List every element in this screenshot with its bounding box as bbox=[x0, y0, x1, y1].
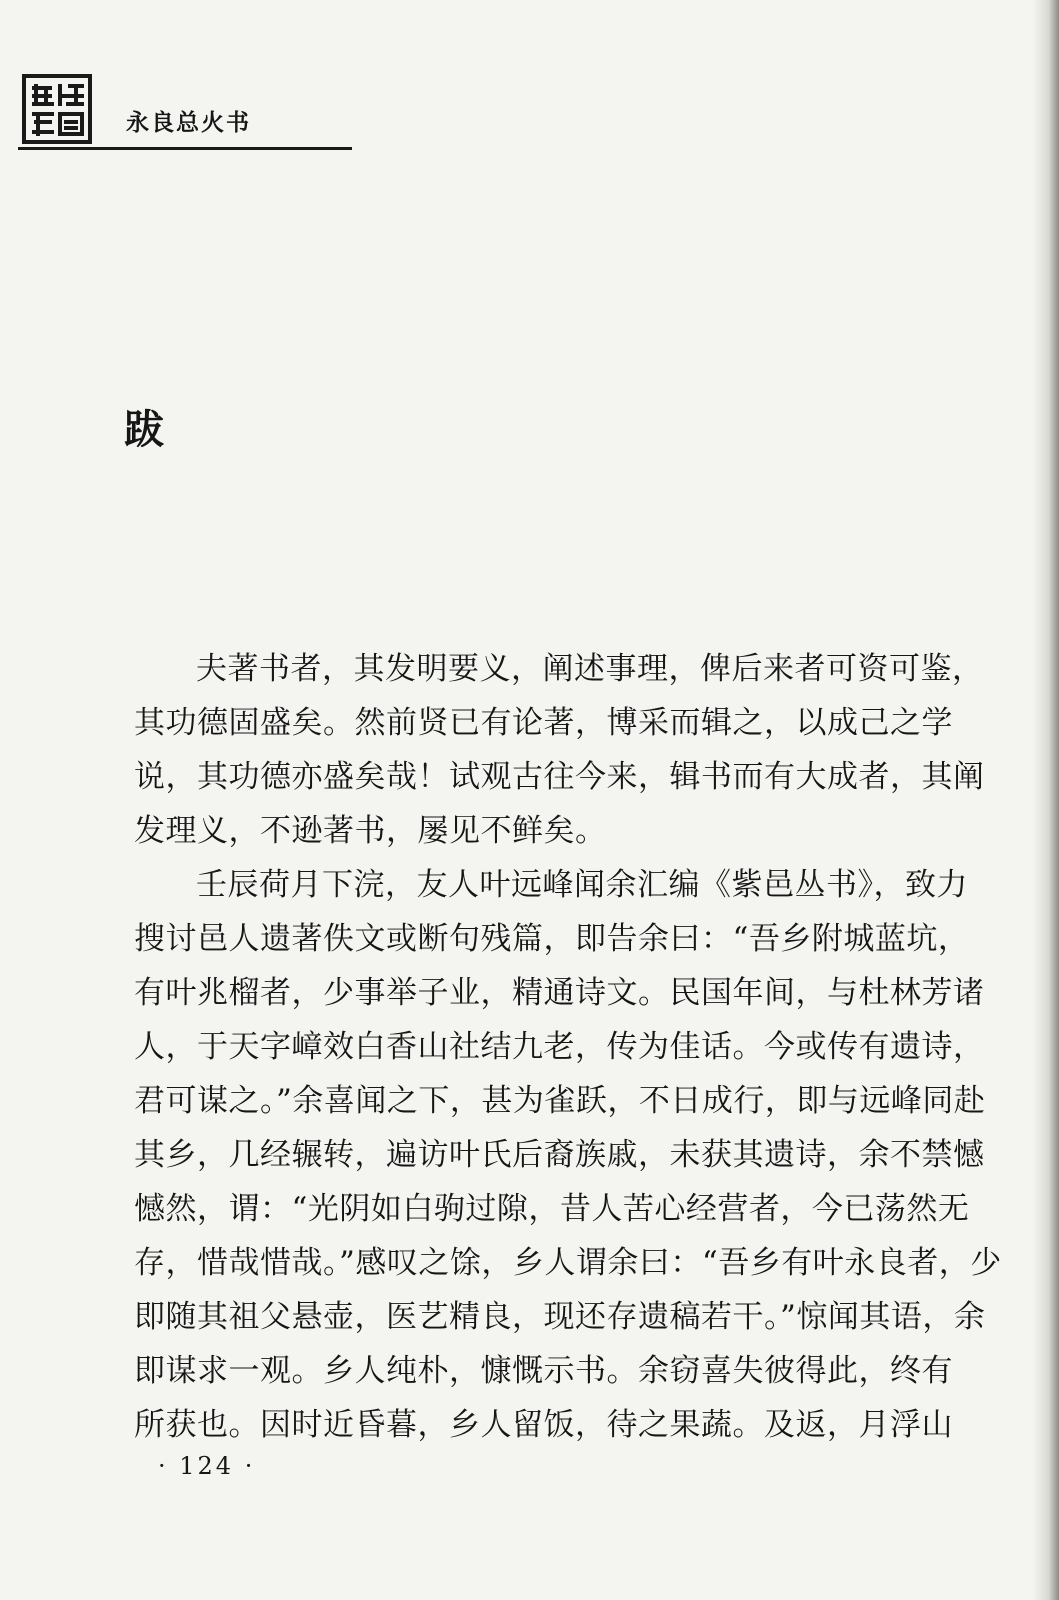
paragraph-line: 搜讨邑人遗著佚文或断句残篇，即告余曰：“吾乡附城蓝坑， bbox=[134, 921, 970, 957]
paragraph-line: 人，于天字嶂效白香山社结九老，传为佳话。今或传有遗诗， bbox=[134, 1029, 985, 1065]
paragraph-line: 其乡，几经辗转，遍访叶氏后裔族戚，未获其遗诗，余不禁憾 bbox=[134, 1137, 985, 1173]
paragraph-line: 君可谋之。”余喜闻之下，甚为雀跃，不日成行，即与远峰同赴 bbox=[134, 1083, 986, 1119]
paragraph-line: 即谋求一观。乡人纯朴，慷慨示书。余窃喜失彼得此，终有 bbox=[134, 1353, 953, 1389]
paragraph-line: 壬辰荷月下浣，友人叶远峰闻余汇编《紫邑丛书》，致力 bbox=[196, 867, 968, 903]
paragraph-line: 夫著书者，其发明要义，阐述事理，俾后来者可资可鉴， bbox=[196, 651, 984, 687]
paragraph-line: 憾然，谓：“光阴如白驹过隙，昔人苦心经营者，今已荡然无 bbox=[134, 1191, 970, 1227]
page-number: · 124 · bbox=[158, 1452, 256, 1480]
paragraph-line: 所获也。因时近昏暮，乡人留饭，待之果蔬。及返，月浮山 bbox=[134, 1407, 953, 1443]
paragraph-line: 其功德固盛矣。然前贤已有论著，博采而辑之，以成己之学 bbox=[134, 705, 953, 741]
paragraph-line: 存，惜哉惜哉。”感叹之馀，乡人谓余曰：“吾乡有叶永良者，少 bbox=[134, 1245, 1002, 1281]
paragraph-line: 发理义，不逊著书，屡见不鲜矣。 bbox=[134, 813, 607, 849]
paragraph-line: 即随其祖父悬壶，医艺精良，现还存遗稿若干。”惊闻其语，余 bbox=[134, 1299, 986, 1335]
section-title: 跋 bbox=[124, 407, 164, 453]
running-head-book-title: 永良总火书 bbox=[126, 110, 251, 136]
seal-stamp-icon bbox=[22, 74, 92, 144]
page-edge-shadow bbox=[1033, 0, 1059, 1600]
paragraph-line: 说，其功德亦盛矣哉！试观古往今来，辑书而有大成者，其阐 bbox=[134, 759, 985, 795]
header-rule bbox=[18, 147, 352, 150]
paragraph-line: 有叶兆榴者，少事举子业，精通诗文。民国年间，与杜林芳诸 bbox=[134, 975, 985, 1011]
body-text bbox=[134, 642, 1002, 1452]
